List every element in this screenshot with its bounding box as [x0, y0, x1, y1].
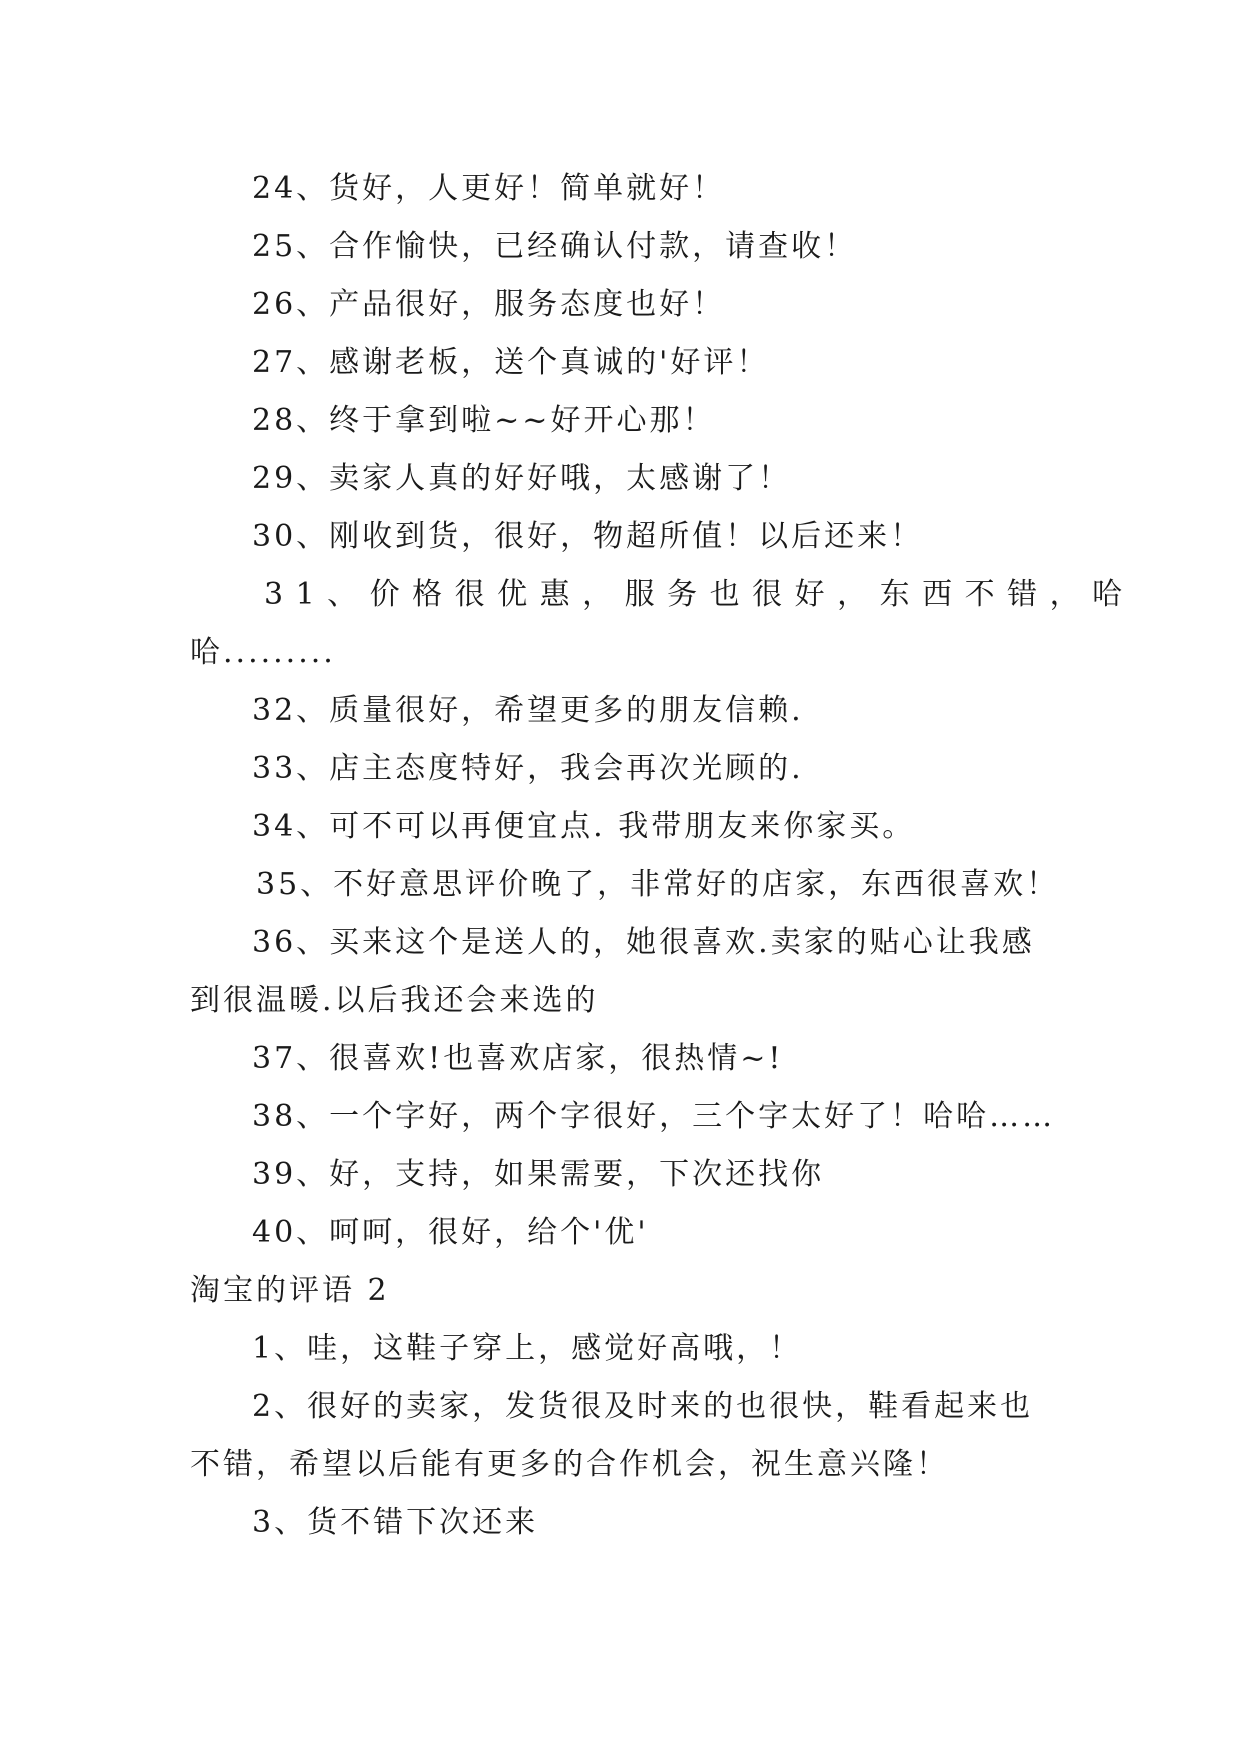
paragraph-37: 37、很喜欢!也喜欢店家，很热情~!: [252, 1041, 784, 1076]
paragraph-28: 28、终于拿到啦~~好开心那！: [252, 403, 716, 438]
paragraph-40: 40、呵呵，很好，给个'优': [252, 1215, 649, 1250]
paragraph-26: 26、产品很好，服务态度也好！: [252, 287, 726, 322]
paragraph-32: 32、质量很好，希望更多的朋友信赖.: [252, 693, 804, 728]
paragraph-30: 30、刚收到货，很好，物超所值！以后还来！: [252, 519, 924, 554]
paragraph-38: 38、一个字好，两个字很好，三个字太好了！哈哈……: [252, 1099, 1056, 1134]
paragraph-31: 31、价格很优惠，服务也很好，东西不错，哈: [264, 577, 1135, 612]
paragraph-29: 29、卖家人真的好好哦，太感谢了！: [252, 461, 792, 496]
paragraph-36-continued: 到很温暖.以后我还会来选的: [190, 983, 599, 1018]
section-heading: 淘宝的评语 2: [190, 1273, 390, 1308]
paragraph-3: 3、货不错下次还来: [252, 1505, 539, 1540]
paragraph-31-continued: 哈.........: [190, 635, 336, 670]
paragraph-35: 35、不好意思评价晚了，非常好的店家，东西很喜欢！: [256, 867, 1060, 902]
paragraph-2-continued: 不错，希望以后能有更多的合作机会，祝生意兴隆！: [190, 1447, 949, 1482]
paragraph-39: 39、好，支持，如果需要，下次还找你: [252, 1157, 825, 1192]
paragraph-24: 24、货好，人更好！简单就好！: [252, 171, 726, 206]
paragraph-25: 25、合作愉快，已经确认付款，请查收！: [252, 229, 858, 264]
paragraph-2: 2、很好的卖家，发货很及时来的也很快，鞋看起来也: [252, 1389, 1034, 1424]
paragraph-36: 36、买来这个是送人的，她很喜欢.卖家的贴心让我感: [252, 925, 1035, 960]
paragraph-33: 33、店主态度特好，我会再次光顾的.: [252, 751, 804, 786]
document-body: [190, 160, 1135, 1552]
paragraph-27: 27、感谢老板，送个真诚的'好评！: [252, 345, 770, 380]
paragraph-34: 34、可不可以再便宜点. 我带朋友来你家买。: [252, 809, 916, 844]
paragraph-1: 1、哇，这鞋子穿上，感觉好高哦，！: [252, 1331, 803, 1366]
